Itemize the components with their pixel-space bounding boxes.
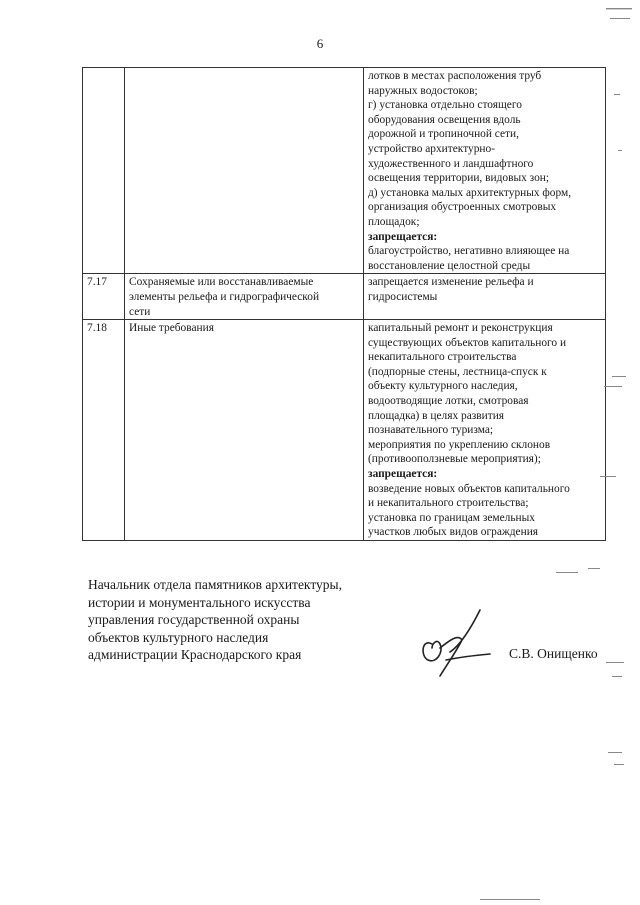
requirement-line: установка по границам земельных bbox=[368, 511, 535, 524]
requirement-line: площадка) в целях развития bbox=[368, 409, 505, 422]
signer-name: С.В. Онищенко bbox=[509, 646, 598, 661]
table-row bbox=[83, 274, 606, 320]
signer-title bbox=[88, 576, 342, 664]
requirement-line: художественного и ландшафтного bbox=[368, 157, 534, 170]
requirement-line: участков любых видов ограждения bbox=[368, 526, 539, 539]
handwritten-signature bbox=[410, 604, 500, 684]
signer-title-line: администрации Краснодарского края bbox=[88, 647, 302, 663]
signer-title-line: истории и монументального искусства bbox=[88, 594, 311, 610]
element-name-line: Иные требования bbox=[129, 322, 214, 335]
requirement-line: мероприятия по укреплению склонов bbox=[368, 438, 551, 451]
requirement-line: познавательного туризма; bbox=[368, 424, 494, 437]
element-name-line: Сохраняемые или восстанавливаемые bbox=[129, 276, 314, 289]
requirements-cell bbox=[364, 274, 606, 320]
requirement-line: существующих объектов капитального и bbox=[368, 336, 567, 349]
requirement-line: г) установка отдельно стоящего bbox=[368, 99, 522, 112]
requirement-line: объекту культурного наследия, bbox=[368, 380, 518, 393]
element-name-cell bbox=[125, 320, 364, 541]
requirement-line: устройство архитектурно- bbox=[368, 142, 495, 155]
requirement-line: д) установка малых архитектурных форм, bbox=[368, 186, 572, 199]
requirement-line: капитальный ремонт и реконструкция bbox=[368, 322, 553, 335]
table-row bbox=[83, 68, 606, 274]
element-name-line: элементы рельефа и гидрографической bbox=[129, 290, 320, 303]
requirement-line: организация обустроенных смотровых bbox=[368, 201, 557, 214]
element-name-cell bbox=[125, 68, 364, 274]
requirement-line: запрещается изменение рельефа и bbox=[368, 276, 534, 289]
requirements-table-body bbox=[83, 68, 606, 541]
prohibited-heading: запрещается: bbox=[368, 468, 438, 481]
requirement-line: освещения территории, видовых зон; bbox=[368, 172, 550, 185]
requirements-cell bbox=[364, 320, 606, 541]
requirement-line: (противооползневые мероприятия); bbox=[368, 453, 541, 466]
requirement-line: некапитального строительства bbox=[368, 351, 517, 364]
requirements-table bbox=[82, 67, 606, 541]
requirement-line: и некапитального строительства; bbox=[368, 497, 529, 510]
requirement-line: водоотводящие лотки, смотровая bbox=[368, 395, 529, 408]
requirement-line: возведение новых объектов капитального bbox=[368, 482, 570, 495]
requirement-line: гидросистемы bbox=[368, 290, 438, 303]
requirement-line: площадок; bbox=[368, 215, 420, 228]
table-row bbox=[83, 320, 606, 541]
signer-title-line: объектов культурного наследия bbox=[88, 629, 269, 645]
requirement-line: лотков в местах расположения труб bbox=[368, 70, 542, 82]
row-number-cell: 7.18 bbox=[83, 320, 125, 541]
requirement-line: оборудования освещения вдоль bbox=[368, 113, 521, 126]
signer-title-line: управления государственной охраны bbox=[88, 612, 300, 628]
page-number: 6 bbox=[316, 36, 324, 51]
element-name-cell bbox=[125, 274, 364, 320]
requirement-line: благоустройство, негативно влияющее на bbox=[368, 245, 570, 258]
requirement-line: (подпорные стены, лестница-спуск к bbox=[368, 365, 547, 378]
row-number-cell bbox=[83, 68, 125, 274]
row-number-cell: 7.17 bbox=[83, 274, 125, 320]
prohibited-heading: запрещается: bbox=[368, 230, 438, 243]
requirement-line: восстановление целостной среды bbox=[368, 259, 531, 272]
signer-title-line: Начальник отдела памятников архитектуры, bbox=[88, 577, 342, 592]
element-name-line: сети bbox=[129, 305, 151, 318]
requirement-line: дорожной и тропиночной сети, bbox=[368, 128, 519, 141]
requirements-cell bbox=[364, 68, 606, 274]
requirement-line: наружных водостоков; bbox=[368, 84, 478, 97]
